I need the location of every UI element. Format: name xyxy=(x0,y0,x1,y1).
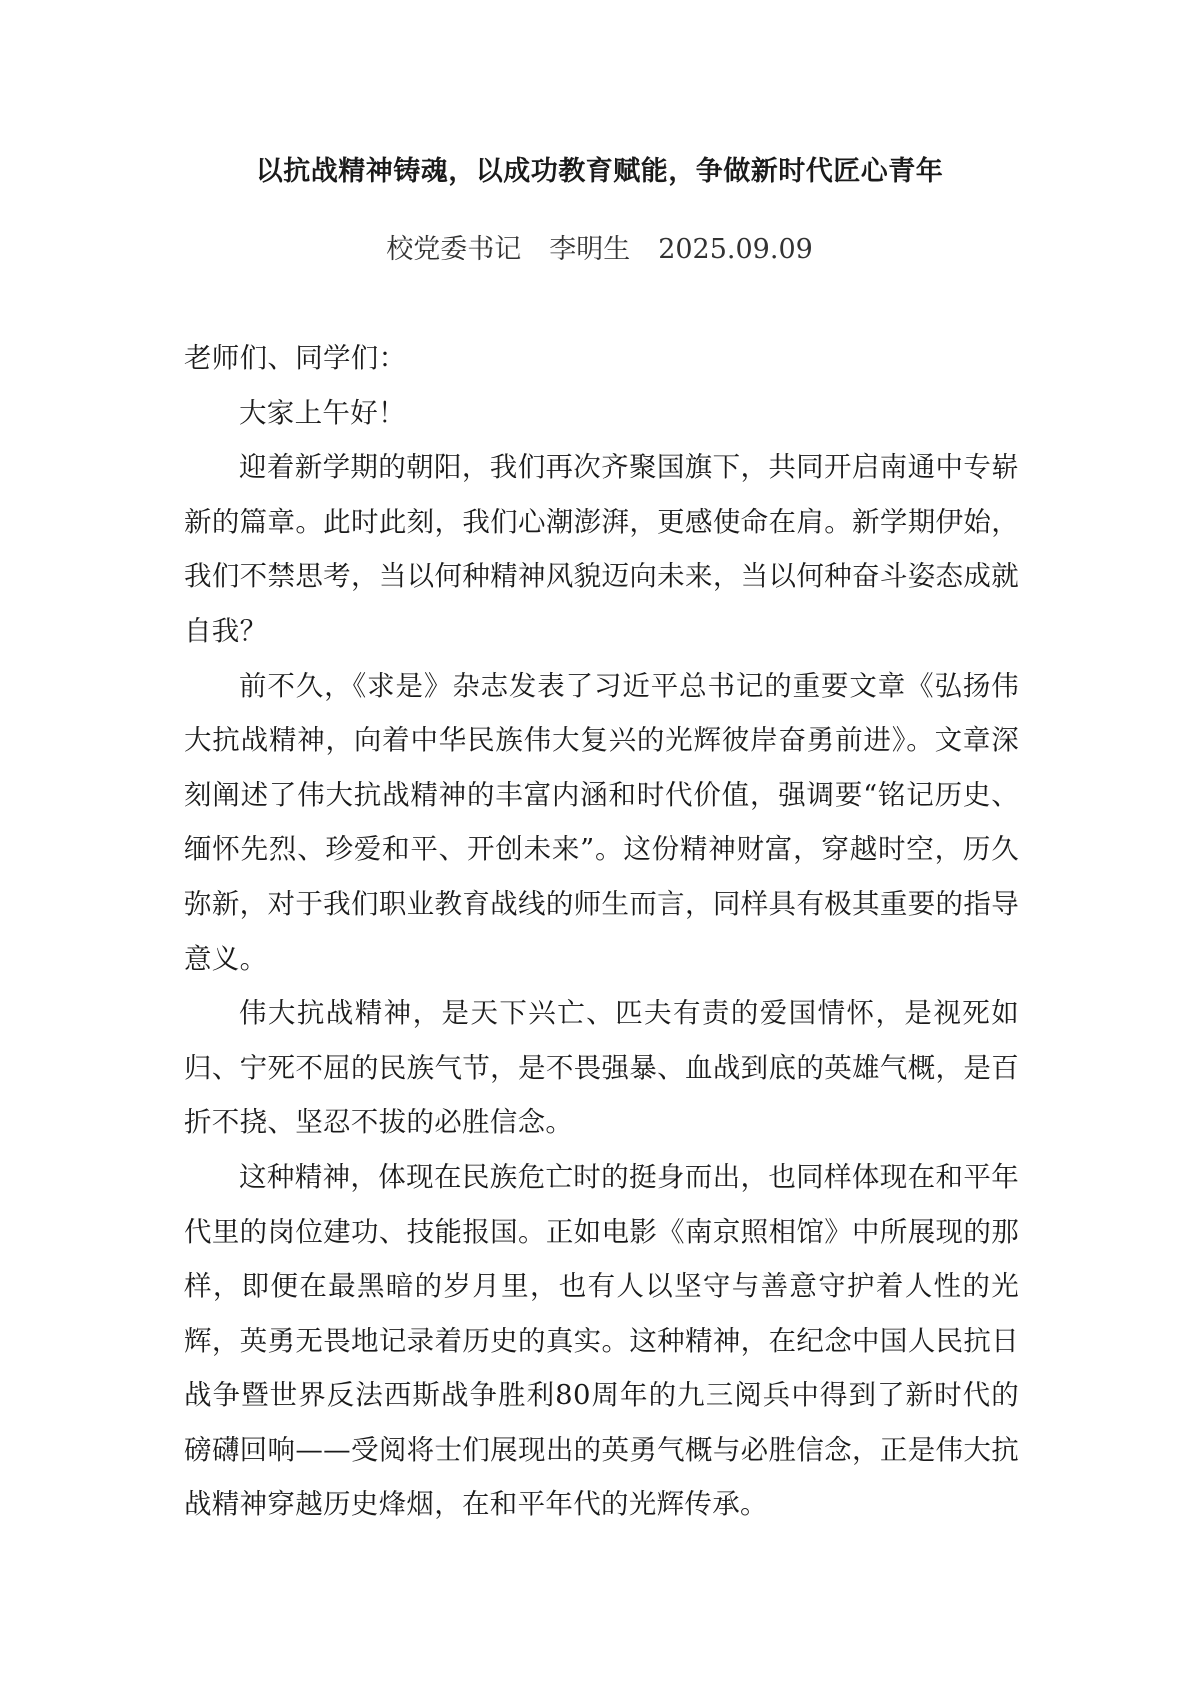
paragraph: 大家上午好！ xyxy=(239,396,406,429)
paragraph: 这种精神，体现在民族危亡时的挺身而出，也同样体现在和平年代里的岗位建功、技能报国。正如电影《南京照相馆》中所展现的那样，即便在最黑暗的岁月里，也有人以坚守与善意守护着人性的光辉，英勇无畏地记录着历史的真实。这种精神，在纪念中国人民抗日战争暨世界反法西斯战争胜利80周年的九三阅兵中得到了新时代的磅礴回响——受阅将士们展现出的英勇气概与必胜信念，正是伟大抗战精神穿越历史烽烟，在和平年代的光辉传承。 xyxy=(184,1160,1019,1521)
paragraph: 迎着新学期的朝阳，我们再次齐聚国旗下，共同开启南通中专崭新的篇章。此时此刻，我们心潮澎湃，更感使命在肩。新学期伊始，我们不禁思考，当以何种精神风貌迈向未来，当以何种奋斗姿态成就自我？ xyxy=(184,451,1019,647)
speech-body xyxy=(184,331,1019,1532)
byline xyxy=(0,230,1199,270)
author-name: 李明生 xyxy=(549,234,631,265)
document-title: 以抗战精神铸魂，以成功教育赋能，争做新时代匠心青年 xyxy=(255,156,944,187)
speech-date: 2025.09.09 xyxy=(658,234,813,265)
paragraph: 伟大抗战精神，是天下兴亡、匹夫有责的爱国情怀，是视死如归、宁死不屈的民族气节，是不畏强暴、血战到底的英雄气概，是百折不挠、坚忍不拔的必胜信念。 xyxy=(184,997,1019,1139)
author-role: 校党委书记 xyxy=(386,234,522,265)
salutation: 老师们、同学们： xyxy=(184,342,407,374)
paragraph: 前不久，《求是》杂志发表了习近平总书记的重要文章《弘扬伟大抗战精神，向着中华民族伟大复兴的光辉彼岸奋勇前进》。文章深刻阐述了伟大抗战精神的丰富内涵和时代价值，强调要“铭记历史、缅怀先烈、珍爱和平、开创未来”。这份精神财富，穿越时空，历久弥新，对于我们职业教育战线的师生而言，同样具有极其重要的指导意义。 xyxy=(184,669,1019,975)
